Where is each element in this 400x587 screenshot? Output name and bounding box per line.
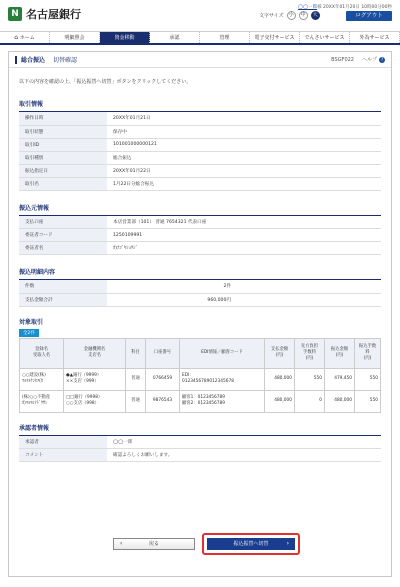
row-value: 1250109991	[107, 229, 381, 242]
table-row	[19, 112, 381, 125]
site-header	[0, 0, 400, 30]
nav-statements[interactable]: 明細照会	[50, 32, 100, 43]
section-title: 振込明細内容	[19, 263, 381, 280]
back-button[interactable]	[113, 538, 195, 550]
row-label: 取引名	[19, 177, 107, 190]
help-link[interactable]	[362, 56, 385, 63]
table-row	[19, 436, 381, 449]
transfer-amount: 479,450	[325, 368, 355, 390]
table-row	[19, 242, 381, 255]
col-header: 支払金額 (円)	[265, 338, 295, 368]
switch-to-transfer-button[interactable]	[207, 538, 295, 550]
instruction-text: 以下の内容を確認の上、「振込振替へ切替」ボタンをクリックしてください。	[19, 79, 192, 85]
nav-fund-transfer[interactable]: 資金移動	[100, 32, 150, 43]
transfer-fee: 550	[355, 368, 381, 390]
table-row	[20, 368, 381, 390]
font-size-small-button[interactable]: 小	[288, 12, 294, 18]
row-value: 101001000000121	[107, 138, 381, 151]
page-title: 総合振込	[21, 57, 46, 64]
table-row	[19, 177, 381, 190]
row-label: 承認者	[19, 436, 107, 449]
nav-densai[interactable]: でんさいサービス	[300, 32, 350, 43]
tab-all[interactable]: 全2件	[19, 329, 39, 337]
branch-name: ××支店（999）	[66, 379, 99, 384]
row-value: 960,000円	[107, 293, 381, 306]
account-type: 普通	[126, 390, 146, 412]
user-name: ◯◯一郎	[298, 5, 318, 10]
payee-cell	[20, 368, 64, 390]
nav-e-delivery[interactable]: 電子交付サービス	[250, 32, 300, 43]
row-label: 操作日時	[19, 112, 107, 125]
table-row	[19, 293, 381, 306]
account-type: 普通	[126, 368, 146, 390]
row-label: 件数	[19, 280, 107, 293]
switch-button-label: 振込振替へ切替	[233, 541, 269, 547]
row-label: 委託者コード	[19, 229, 107, 242]
payee-name: ○○建設(株)	[22, 372, 46, 378]
col-header: EDI情報／顧客コード	[180, 338, 265, 368]
row-value: 総合振込	[107, 151, 381, 164]
approver-section	[19, 419, 381, 463]
account-number: 0766459	[146, 368, 180, 390]
col-header: 振込手数 料 (円)	[355, 338, 381, 368]
switch-button-highlight	[202, 533, 300, 555]
transfer-fee: 550	[355, 390, 381, 412]
bank-name: 名古屋銀行	[26, 8, 81, 21]
bank-name: □□銀行（9998）	[66, 394, 103, 400]
section-title: 取引情報	[19, 95, 381, 112]
nav-home-label: ホーム	[19, 35, 35, 41]
edi-cell	[180, 390, 265, 412]
nav-foreign-exchange[interactable]: 外為サービス	[350, 32, 400, 43]
col-header: 科目	[126, 338, 146, 368]
chevron-right-icon: ›	[286, 540, 289, 547]
table-row	[19, 280, 381, 293]
table-row	[20, 390, 381, 412]
row-label: 委託者名	[19, 242, 107, 255]
transaction-table	[19, 112, 381, 191]
pay-amount: 480,000	[265, 390, 295, 412]
branch-name: ○○支店（998）	[66, 401, 99, 406]
row-value: 2件	[107, 280, 381, 293]
edi-line: 顧客1：0123456789	[182, 394, 225, 400]
row-value: 1月22日分総合振込	[107, 177, 381, 190]
global-nav	[0, 31, 400, 45]
row-label: 取引ID	[19, 138, 107, 151]
payee-fee: 550	[295, 368, 325, 390]
row-label: 支払金額合計	[19, 293, 107, 306]
row-value: 本店営業部（101） 普通 7654321 代表口座	[107, 216, 381, 229]
approver-table	[19, 436, 381, 463]
payee-fee: 0	[295, 390, 325, 412]
col-header: 登録名 受取人名	[20, 338, 64, 368]
row-value: ◯◯一郎	[107, 436, 381, 449]
col-header: 振込金額 (円)	[325, 338, 355, 368]
edi-cell	[180, 368, 265, 390]
summary-table	[19, 280, 381, 307]
font-size-switcher	[259, 11, 320, 20]
bank-logo[interactable]	[8, 6, 81, 22]
page-subtitle: 切替確認	[53, 57, 78, 64]
col-header: 金融機関名 支店名	[64, 338, 126, 368]
table-row	[19, 449, 381, 462]
nav-management[interactable]: 管理	[200, 32, 250, 43]
home-icon: ⌂	[14, 34, 19, 41]
payee-name: (株)○○不動産	[22, 394, 51, 400]
bank-name: ●▲銀行（9999）	[66, 372, 102, 378]
table-row	[19, 138, 381, 151]
user-suffix: 様	[317, 5, 322, 10]
help-label: ヘルプ	[361, 57, 377, 63]
logo-mark-icon: N	[8, 7, 22, 21]
row-value: 20XX年01月22日	[107, 164, 381, 177]
section-title: 承認者情報	[19, 419, 381, 436]
transfer-amount: 480,000	[325, 390, 355, 412]
section-title: 対象取引	[19, 318, 44, 326]
table-header-row	[20, 338, 381, 368]
font-size-label: 文字サイズ	[259, 13, 284, 19]
nav-approval[interactable]: 承認	[150, 32, 200, 43]
logout-button[interactable]: ログアウト	[346, 11, 392, 21]
edi-line: 顧客2：0123456789	[182, 401, 225, 406]
row-value: 確認よろしくお願いします。	[107, 449, 381, 462]
details-table	[19, 338, 381, 413]
row-value: ｶ)ﾅｺﾞﾔｼｮｳｼﾞ	[107, 242, 381, 255]
nav-home[interactable]	[0, 32, 50, 43]
payee-kana: ﾏﾙﾏﾙｹﾝｾﾂ(ｶ	[22, 379, 44, 384]
edi-line: EDI：	[182, 372, 194, 378]
button-row	[9, 533, 391, 555]
help-icon: ?	[380, 57, 384, 62]
table-row	[19, 164, 381, 177]
row-label: 取引状態	[19, 125, 107, 138]
edi-line: 0123456789012345678	[182, 379, 234, 384]
chevron-left-icon: ‹	[120, 540, 123, 547]
font-size-large-button[interactable]: 大	[312, 12, 318, 18]
pay-amount: 480,000	[265, 368, 295, 390]
row-label: 取引種別	[19, 151, 107, 164]
section-title: 振込元情報	[19, 199, 381, 216]
table-row	[19, 125, 381, 138]
payee-cell	[20, 390, 64, 412]
table-row	[19, 151, 381, 164]
source-table	[19, 216, 381, 256]
transaction-section	[19, 95, 381, 191]
bank-cell	[64, 390, 126, 412]
font-size-medium-button[interactable]: 中	[300, 12, 306, 18]
screen-code: BSGF022	[331, 56, 354, 63]
main-panel	[8, 51, 392, 577]
col-header: 先方負担 手数料 (円)	[295, 338, 325, 368]
table-row	[19, 229, 381, 242]
payee-kana: ｶ)ﾏﾙﾏﾙﾌﾄﾞｳｻﾝ	[22, 401, 48, 406]
row-value: 保存中	[107, 125, 381, 138]
back-button-label: 戻る	[148, 541, 159, 547]
details-section	[19, 313, 381, 413]
account-number: 9876543	[146, 390, 180, 412]
last-login: 20XX年01月20日 10時00分00秒	[323, 5, 392, 10]
col-header: 口座番号	[146, 338, 180, 368]
row-value: 20XX年01月21日	[107, 112, 381, 125]
source-section	[19, 199, 381, 256]
row-label: コメント	[19, 449, 107, 462]
row-label: 振込指定日	[19, 164, 107, 177]
bank-cell	[64, 368, 126, 390]
user-info	[298, 4, 392, 10]
title-mark	[15, 56, 17, 64]
page-title-bar	[9, 52, 391, 68]
row-label: 支払口座	[19, 216, 107, 229]
summary-section	[19, 263, 381, 307]
table-row	[19, 216, 381, 229]
